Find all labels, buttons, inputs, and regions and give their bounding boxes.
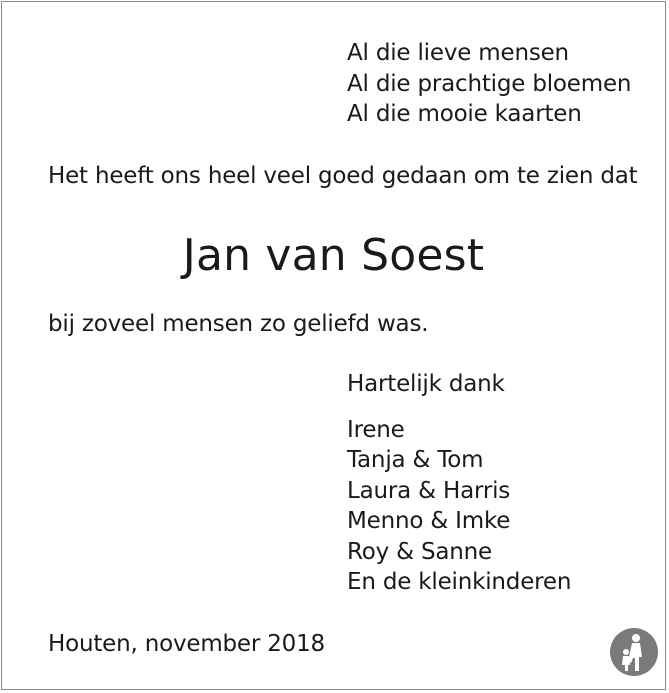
intro-text: Het heeft ons heel veel goed gedaan om te zien dat [48,163,638,189]
place-date: Houten, november 2018 [48,631,325,657]
deceased-name: Jan van Soest [182,230,485,281]
thanks-text: Hartelijk dank [347,371,505,397]
announcement-card [1,1,666,690]
signatory: Menno & Imke [347,508,511,534]
poem-line: Al die mooie kaarten [347,101,582,127]
poem-line: Al die lieve mensen [347,40,569,66]
memorial-figures-icon [609,627,659,677]
signatory: Roy & Sanne [347,539,492,565]
signatory: En de kleinkinderen [347,569,572,595]
poem-line: Al die prachtige bloemen [347,71,632,97]
signatory: Laura & Harris [347,478,511,504]
signatory: Tanja & Tom [347,447,484,473]
signatory: Irene [347,417,405,443]
outro-text: bij zoveel mensen zo geliefd was. [48,311,429,337]
